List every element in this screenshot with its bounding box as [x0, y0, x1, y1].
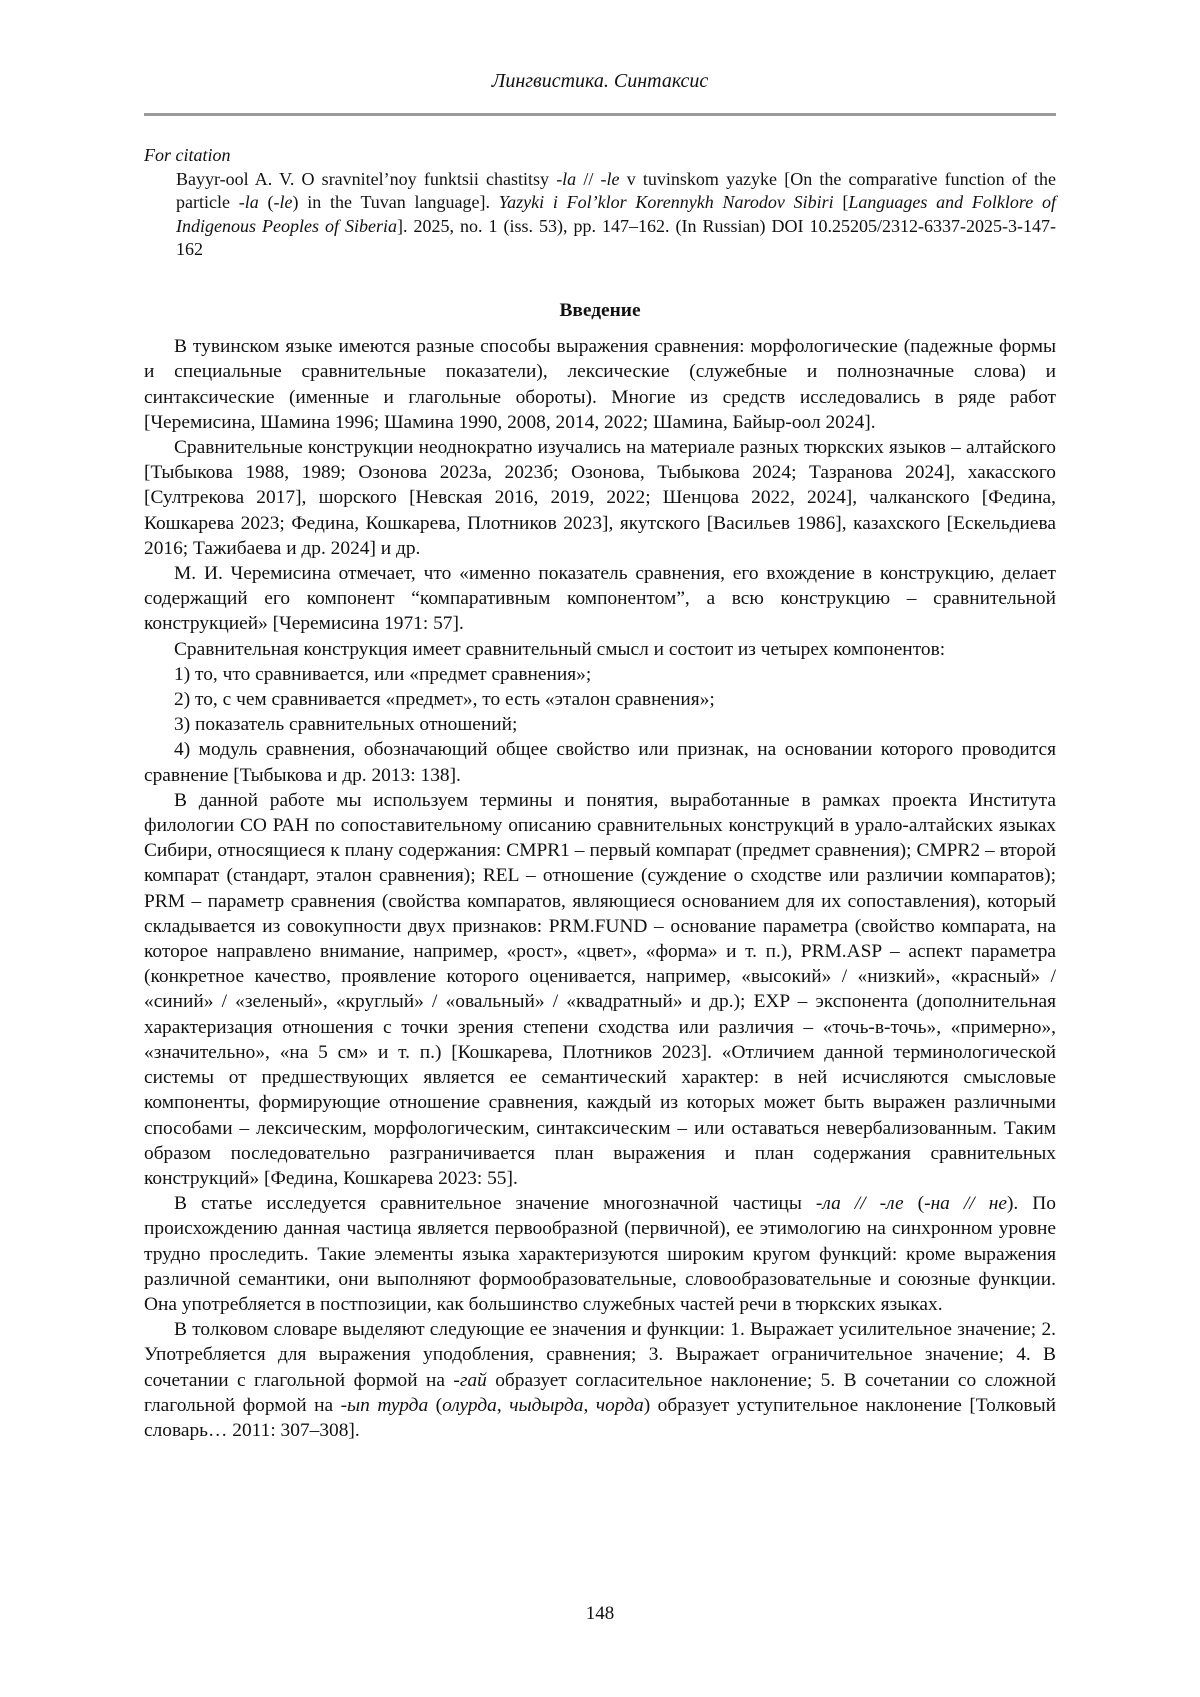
paragraph-2: Сравнительные конструкции неоднократно изучались на материале разных тюркских языков – алтайского [Тыбыкова 1988, 1989; Озонова 2023а, 2023б; Озонова, Тыбыкова 2024; Тазранова 2024], хакасского [Султрекова 2017], шорского [Невская 2016, 2019, 2022; Шенцова 2022, 2024], чалканского [Федина, Кошкарева 2023; Федина, Кошкарева, Плотников 2023], якутского [Васильев 1986], казахского [Ескельдиева 2016; Тажибаева и др. 2024] и др.	[144, 437, 1056, 559]
list-item-3: 3) показатель сравнительных отношений;	[174, 714, 518, 736]
citation-journal-title: Yazyki i Fol’klor Korennykh Narodov Sibiri	[498, 192, 834, 212]
paragraph-3: М. И. Черемисина отмечает, что «именно показатель сравнения, его вхождение в конструкцию, делает содержащий его компонент “компаративным компонентом”, а всю конструкцию – сравнительной конструкцией» [Черемисина 1971: 57].	[144, 563, 1056, 635]
text-segment: ,	[583, 1394, 596, 1416]
citation-journal-title-en: Languages and Folklore of Indigenous Peoples of Siberia	[176, 192, 1056, 236]
citation-italic-segment: -la	[556, 168, 577, 189]
italic-form: чорда	[595, 1394, 644, 1416]
header-rule	[144, 113, 1056, 116]
article-body	[144, 298, 1056, 1443]
italic-form: -ле	[879, 1193, 904, 1215]
italic-form: -на	[924, 1193, 950, 1215]
italic-form: не	[988, 1193, 1007, 1215]
list-item-1: 1) то, что сравнивается, или «предмет сравнения»;	[174, 663, 592, 685]
citation-segment: //	[576, 168, 601, 189]
citation-text	[144, 168, 1056, 262]
text-segment: ). По происхождению данная частица является первообразной (первичной), ее этимологию на синхронном уровне трудно проследить. Такие элементы языка характеризуются широким кругом функций: кроме выражения различной семантики, они выполняют формообразовательные, словообразовательные и союзные функции. Она употребляется в постпозиции, как большинство служебных частей речи в тюркских языках.	[144, 1193, 1056, 1315]
text-segment: (	[428, 1394, 443, 1416]
text-segment: В статье исследуется сравнительное значение многозначной частицы	[174, 1193, 816, 1215]
italic-form: //	[949, 1193, 989, 1215]
citation-segment: Bayyr-ool A. V. O sravnitel’noy funktsii chastitsy	[176, 168, 557, 189]
paragraph-1: В тувинском языке имеются разные способы выражения сравнения: морфологические (падежные формы и специальные сравнительные показатели), лексические (служебные и полнозначные слова) и синтаксические (именные и глагольные обороты). Многие из средств исследовались в ряде работ [Черемисина, Шамина 1996; Шамина 1990, 2008, 2014, 2022; Шамина, Байыр-оол 2024].	[144, 336, 1056, 433]
text-segment: образует согласительное наклонение; 5. В сочетании со сложной глагольной формой на	[144, 1369, 1056, 1416]
running-head: Лингвистика. Синтаксис	[491, 70, 709, 92]
citation-segment: ) in the Tuvan language].	[292, 192, 499, 212]
citation-segment: [	[833, 192, 849, 212]
text-segment: ) образует уступительное наклонение [Толковый словарь… 2011: 307–308].	[144, 1394, 1056, 1441]
citation-italic-segment: -le	[600, 168, 620, 189]
citation-segment: v tuvinskom yazyke [On the comparative function of the particle	[176, 168, 1056, 212]
paragraph-terms: В данной работе мы используем термины и понятия, выработанные в рамках проекта Института филологии СО РАН по сопоставительному описанию сравнительных конструкций в урало-алтайских языках Сибири, относящиеся к плану содержания: CMPR1 – первый компарат (предмет сравнения); CMPR2 – второй компарат (стандарт, эталон сравнения); REL – отношение (суждение о сходстве или различии компаратов); PRM – параметр сравнения (свойства компаратов, являющиеся основанием для их сопоставления), который складывается из совокупности двух признаков: PRM.FUND – основание параметра (свойство компарата, на которое направлено внимание, например, «рост», «цвет», «форма» и т. п.), PRM.ASP – аспект параметра (конкретное качество, проявление которого оценивается, например, «высокий» / «низкий», «красный» / «синий» / «зеленый», «круглый» / «овальный» / «квадратный» и др.); EXP – экспонента (дополнительная характеризация отношения с точки зрения степени сходства или различия – «точь-в-точь», «примерно», «значительно», «на 5 см» и т. п.) [Кошкарева, Плотников 2023]. «Отличием данной терминологической системы от предшествующих является ее семантический характер: в ней исчисляются смысловые компоненты, формирующие отношение сравнения, каждый из которых может быть выражен различными способами – лексическим, морфологическим, синтаксическим – или оставаться невербализованным. Таким образом последовательно разграничивается план выражения и план содержания сравнительных конструкций» [Федина, Кошкарева 2023: 55].	[144, 789, 1056, 1189]
citation-italic-segment: -le	[273, 192, 293, 212]
list-item-2: 2) то, с чем сравнивается «предмет», то есть «эталон сравнения»;	[174, 689, 715, 711]
citation-italic-segment: -la	[238, 192, 259, 212]
page-number: 148	[585, 1603, 615, 1624]
citation-block	[144, 144, 1056, 262]
citation-segment: (	[258, 192, 274, 212]
italic-form: -ып турда	[340, 1394, 429, 1416]
list-item-4: 4) модуль сравнения, обозначающий общее свойство или признак, на основании которого проводится сравнение [Тыбыкова и др. 2013: 138].	[144, 739, 1056, 786]
text-segment: В толковом словаре выделяют следующие ее значения и функции: 1. Выражает усилительное значение; 2. Употребляется для выражения уподобления, сравнения; 3. Выражает ограничительное значение; 4. В сочетании с глагольной формой на	[144, 1319, 1056, 1391]
text-segment: (	[903, 1193, 925, 1215]
paragraph-4: Сравнительная конструкция имеет сравнительный смысл и состоит из четырех компонентов:	[174, 638, 946, 660]
italic-form: -ла	[815, 1193, 841, 1215]
citation-segment: ]. 2025, no. 1 (iss. 53), pp. 147–162. (In Russian) DOI 10.25205/2312-6337-2025-3-147-162	[176, 215, 1056, 259]
citation-label: For citation	[144, 145, 231, 165]
italic-form: -гай	[453, 1369, 487, 1391]
paragraph-particle	[144, 1191, 1056, 1317]
section-title: Введение	[559, 300, 641, 321]
text-segment: ,	[496, 1394, 510, 1416]
paragraph-dictionary	[144, 1317, 1056, 1443]
italic-form: олурда	[442, 1394, 497, 1416]
italic-form: //	[840, 1193, 880, 1215]
italic-form: чыдырда	[509, 1394, 584, 1416]
